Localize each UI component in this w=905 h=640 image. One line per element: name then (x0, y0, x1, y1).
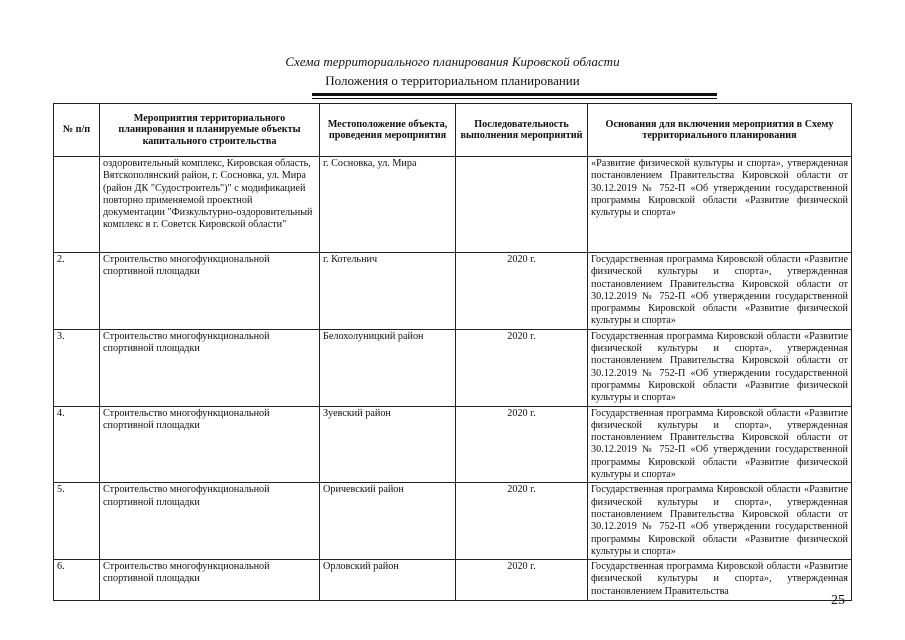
cell-sequence: 2020 г. (456, 329, 588, 406)
cell-sequence: 2020 г. (456, 483, 588, 560)
column-header-basis: Основания для включения мероприятия в Схему территориального планирования (588, 104, 852, 157)
cell-basis: Государственная программа Кировской области «Развитие физической культуры и спорта», утвержденная постановлением Правительства Кировской области от 30.12.2019 № 752-П «Об утверждении государственной программы Кировской области «Развитие физической культуры и спорта» (588, 253, 852, 330)
page-number: 25 (831, 593, 845, 608)
cell-basis: «Развитие физической культуры и спорта», утвержденная постановлением Правительства Кировской области от 30.12.2019 № 752-П «Об утверждении государственной программы Кировской области «Развитие физической культуры и спорта» (588, 157, 852, 253)
document-title: Схема территориального планирования Кировской области (285, 54, 620, 69)
column-header-activity: Мероприятия территориального планирования и планируемые объекты капитального строительства (100, 104, 320, 157)
table-row (54, 157, 852, 253)
cell-location: Белохолуницкий район (320, 329, 456, 406)
cell-sequence (456, 157, 588, 253)
column-header-sequence: Последовательность выполнения мероприятий (456, 104, 588, 157)
table-row (54, 406, 852, 483)
cell-location: г. Котельнич (320, 253, 456, 330)
cell-sequence: 2020 г. (456, 253, 588, 330)
column-header-location: Местоположение объекта, проведения мероприятия (320, 104, 456, 157)
table-row (54, 329, 852, 406)
table-row (54, 253, 852, 330)
cell-number: 2. (54, 253, 100, 330)
document-subtitle: Положения о территориальном планировании (325, 73, 580, 88)
cell-location: Оричевский район (320, 483, 456, 560)
cell-sequence: 2020 г. (456, 406, 588, 483)
cell-activity: Строительство многофункциональной спортивной площадки (100, 329, 320, 406)
cell-activity: Строительство многофункциональной спортивной площадки (100, 483, 320, 560)
cell-number (54, 157, 100, 253)
measures-table (53, 103, 852, 601)
cell-basis: Государственная программа Кировской области «Развитие физической культуры и спорта», утвержденная постановлением Правительства Кировской области от 30.12.2019 № 752-П «Об утверждении государственной программы Кировской области «Развитие физической культуры и спорта» (588, 406, 852, 483)
cell-location: Орловский район (320, 560, 456, 601)
column-header-number: № п/п (54, 104, 100, 157)
cell-activity: Строительство многофункциональной спортивной площадки (100, 253, 320, 330)
header-rule-thick (312, 93, 717, 96)
cell-basis: Государственная программа Кировской области «Развитие физической культуры и спорта», утвержденная постановлением Правительства (588, 560, 852, 601)
cell-location: Зуевский район (320, 406, 456, 483)
cell-activity: Строительство многофункциональной спортивной площадки (100, 560, 320, 601)
header-rule-thin (312, 98, 717, 99)
cell-basis: Государственная программа Кировской области «Развитие физической культуры и спорта», утвержденная постановлением Правительства Кировской области от 30.12.2019 № 752-П «Об утверждении государственной программы Кировской области «Развитие физической культуры и спорта» (588, 329, 852, 406)
table-row (54, 483, 852, 560)
cell-activity: Строительство многофункциональной спортивной площадки (100, 406, 320, 483)
table-row (54, 560, 852, 601)
cell-number: 6. (54, 560, 100, 601)
table-header-row (54, 104, 852, 157)
cell-sequence: 2020 г. (456, 560, 588, 601)
cell-number: 3. (54, 329, 100, 406)
cell-activity: оздоровительный комплекс, Кировская область, Вятскополянский район, г. Сосновка, ул. Мира (район ДК "Судостроитель")" с модификацией повторно применяемой проектной документации "Физкультурно-оздоровительный комплекс в г. Советск Кировской области" (100, 157, 320, 253)
cell-number: 5. (54, 483, 100, 560)
cell-number: 4. (54, 406, 100, 483)
cell-location: г. Сосновка, ул. Мира (320, 157, 456, 253)
cell-basis: Государственная программа Кировской области «Развитие физической культуры и спорта», утвержденная постановлением Правительства Кировской области от 30.12.2019 № 752-П «Об утверждении государственной программы Кировской области «Развитие физической культуры и спорта» (588, 483, 852, 560)
